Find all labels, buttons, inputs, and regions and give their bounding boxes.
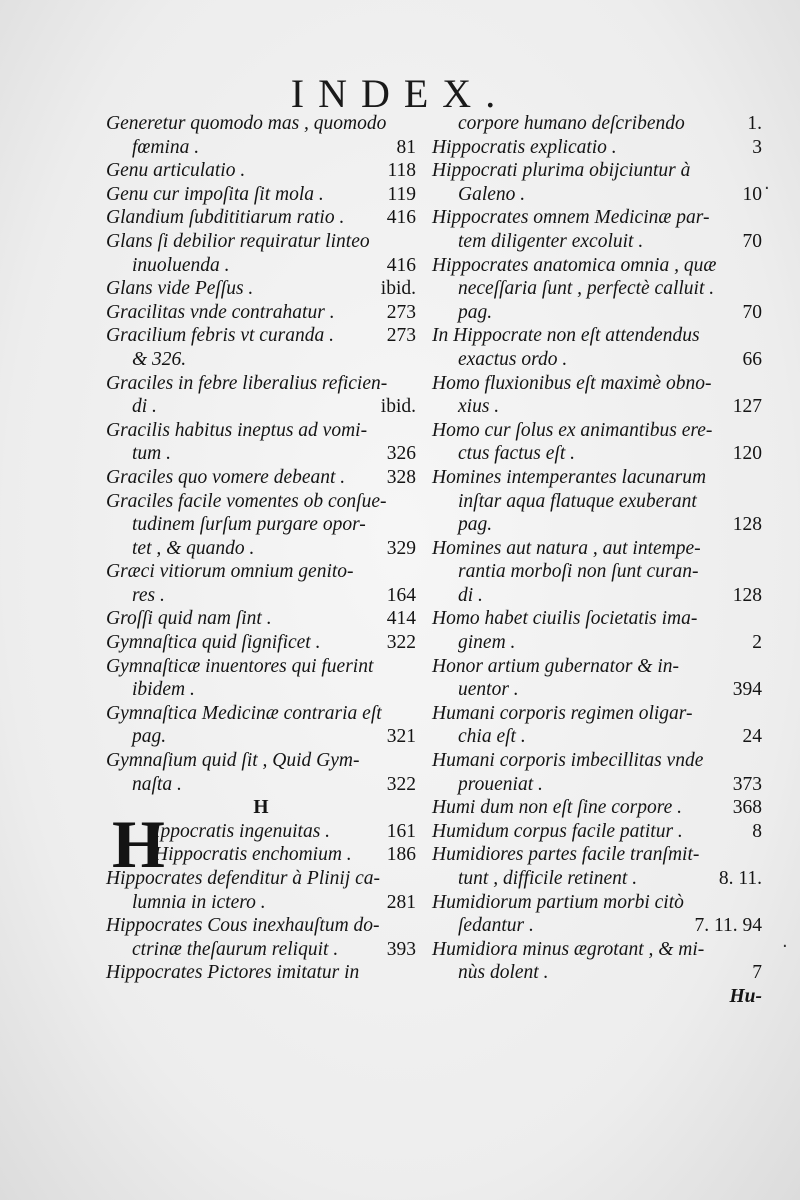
entry-page-number: 3 (752, 136, 762, 158)
entry-page-number: 119 (387, 183, 416, 205)
index-entry (432, 183, 762, 207)
index-entry (106, 206, 416, 230)
index-entry (432, 820, 762, 844)
index-entry (432, 372, 762, 396)
entry-text: Honor artium gubernator & in- (432, 655, 680, 677)
index-entry (432, 607, 762, 631)
entry-text: Humidum corpus facile patitur . (432, 820, 683, 842)
index-entry (432, 655, 762, 679)
entry-text: Humidiora minus ægrotant , & mi- (432, 938, 705, 960)
entry-text: Glans ſi debilior requiratur linteo (106, 230, 370, 252)
index-entry (432, 301, 762, 325)
entry-text: Humani corporis imbecillitas vnde (432, 750, 704, 772)
entry-text: Graciles in febre liberalius reficien- (106, 372, 388, 394)
index-entry (106, 183, 416, 207)
entry-page-number: ibid. (380, 278, 416, 300)
entry-text: Hippocratis enchomium . (154, 844, 352, 866)
index-entry (432, 631, 762, 655)
entry-page-number: 416 (386, 207, 416, 229)
index-entry (432, 254, 762, 278)
entry-text: xius . (458, 396, 500, 418)
index-entry (106, 466, 416, 490)
entry-text: res . (132, 584, 165, 606)
index-entry (106, 631, 416, 655)
entry-text: Hippocrates Cous inexhauſtum do- (106, 915, 380, 937)
index-entry (106, 230, 416, 254)
entry-page-number: 120 (732, 443, 762, 465)
index-entry (432, 584, 762, 608)
index-entry (432, 773, 762, 797)
entry-text: Humani corporis regimen oligar- (432, 702, 693, 724)
index-entry (106, 584, 416, 608)
index-entry (432, 914, 762, 938)
index-entry (106, 914, 416, 938)
index-entry (106, 961, 416, 985)
entry-text: chia eſt . (458, 726, 526, 748)
entry-text: di . (458, 584, 483, 606)
index-entry (432, 395, 762, 419)
index-entry (432, 442, 762, 466)
margin-mark: · (782, 936, 788, 957)
index-entry (106, 490, 416, 514)
entry-text: Gymnaſtica Medicinæ contraria eſt (106, 702, 382, 724)
entry-text: rantia morboſi non ſunt curan- (458, 561, 699, 583)
index-entry (432, 159, 762, 183)
entry-text: proueniat . (458, 773, 543, 795)
entry-page-number: 24 (742, 726, 762, 748)
entry-text: Homo habet ciuilis ſocietatis ima- (432, 608, 698, 630)
index-entry (432, 419, 762, 443)
entry-page-number: ibid. (380, 396, 416, 418)
entry-text: Groſſi quid nam ſint . (106, 608, 272, 630)
margin-mark: · (764, 178, 770, 199)
index-entry (432, 843, 762, 867)
entry-text: fœmina . (132, 136, 200, 158)
entry-page-number: 118 (387, 160, 416, 182)
entry-page-number: 7 (752, 962, 762, 984)
index-entry (106, 938, 416, 962)
index-entry (106, 773, 416, 797)
index-entry (432, 678, 762, 702)
entry-page-number: 394 (732, 679, 762, 701)
entry-text: tum . (132, 443, 171, 465)
entry-text: Hippocratis explicatio . (432, 136, 617, 158)
index-entry (106, 254, 416, 278)
index-entry (106, 419, 416, 443)
entry-text: Gymnaſium quid ſit , Quid Gym- (106, 750, 360, 772)
entry-page-number: 81 (396, 136, 416, 158)
entry-page-number: 128 (732, 514, 762, 536)
entry-text: tunt , difficile retinent . (458, 868, 638, 889)
entry-text: Hippocrates defenditur à Plinij ca- (106, 868, 381, 889)
index-entry (106, 159, 416, 183)
entry-text: Hippocrati plurima obijciuntur à (432, 160, 691, 182)
entry-text: di . (132, 396, 157, 418)
entry-text: Hippocrates anatomica omnia , quæ (432, 254, 717, 276)
index-entry (432, 324, 762, 348)
index-entry (432, 206, 762, 230)
entry-page-number: 281 (386, 891, 416, 913)
entry-text: Humidiorum partium morbi citò (432, 891, 684, 913)
index-entry (432, 796, 762, 820)
entry-text: ſedantur . (458, 915, 534, 937)
entry-text: In Hippocrate non eſt attendendus (432, 325, 700, 347)
entry-text: Graciles quo vomere debeant . (106, 466, 346, 488)
entry-text: uentor . (458, 679, 519, 701)
entry-text: Humi dum non eſt ſine corpore . (432, 797, 683, 819)
entry-text: Glandium ſubdititiarum ratio . (106, 207, 345, 229)
entry-page-number: 328 (386, 466, 416, 488)
entry-page-number: 186 (386, 844, 416, 866)
entry-text: corpore humano deſcribendo (458, 113, 685, 134)
entry-text: Glans vide Peſſus . (106, 278, 254, 300)
entry-text: Gymnaſtica quid ſignificet . (106, 632, 321, 654)
entry-page-number: 329 (386, 537, 416, 559)
entry-text: pag. (132, 726, 167, 748)
index-entry (106, 749, 416, 773)
entry-text: ctrinæ theſaurum reliquit . (132, 938, 339, 960)
entry-text: ginem . (458, 632, 516, 654)
index-entry (106, 277, 416, 301)
catchword-line (432, 985, 762, 1009)
entry-page-number: 322 (386, 773, 416, 795)
index-entry (106, 655, 416, 679)
index-entry (432, 938, 762, 962)
entry-page-number: 127 (732, 396, 762, 418)
entry-page-number: 70 (742, 230, 762, 252)
entry-text: Genu articulatio . (106, 160, 246, 182)
index-entry (106, 725, 416, 749)
entry-text: Gracilitas vnde contrahatur . (106, 301, 335, 323)
index-entry (106, 867, 416, 891)
entry-text: Genu cur impoſita ſit mola . (106, 183, 324, 205)
index-entry (106, 301, 416, 325)
entry-text: Hippocrates omnem Medicinæ par- (432, 207, 710, 229)
entry-page-number: 321 (386, 726, 416, 748)
entry-text: Gracilium febris vt curanda . (106, 325, 335, 347)
entry-text: Homo cur ſolus ex animantibus ere- (432, 419, 713, 441)
index-entry (106, 112, 416, 136)
entry-page-number: 161 (386, 820, 416, 842)
left-column (106, 112, 416, 985)
entry-page-number: 273 (386, 301, 416, 323)
index-entry (432, 136, 762, 160)
entry-text: Hippocrates Pictores imitatur in (106, 962, 360, 984)
index-entry (106, 136, 416, 160)
entry-text: Græci vitiorum omnium genito- (106, 561, 354, 583)
entry-page-number: 2 (752, 632, 762, 654)
index-entry (106, 372, 416, 396)
index-entry (432, 230, 762, 254)
entry-text: & 326. (132, 348, 187, 370)
dropcap-letter: H (112, 805, 165, 882)
entry-page-number: 164 (386, 584, 416, 606)
index-entry (432, 112, 762, 136)
right-column (432, 112, 762, 1009)
index-entry (106, 348, 416, 372)
index-entry (106, 891, 416, 915)
index-entry (432, 537, 762, 561)
entry-page-number: 416 (386, 254, 416, 276)
entry-page-number: 273 (386, 325, 416, 347)
entry-text: exactus ordo . (458, 348, 568, 370)
index-entry (154, 843, 416, 867)
index-entry (432, 490, 762, 514)
entry-page-number: 326 (386, 443, 416, 465)
entry-page-number: 368 (732, 797, 762, 819)
entry-text: Galeno . (458, 183, 526, 205)
entry-text: Humidiores partes facile tranſmit- (432, 844, 700, 866)
index-entry (106, 702, 416, 726)
entry-text: naſta . (132, 773, 182, 795)
entry-page-number: 128 (732, 584, 762, 606)
entry-page-number: 322 (386, 632, 416, 654)
entry-text: pag. (458, 301, 493, 323)
entry-page-number: 8 (752, 820, 762, 842)
entry-text: Homo fluxionibus eſt maximè obno- (432, 372, 712, 394)
index-entry (432, 466, 762, 490)
entry-page-number: 8. 11. (718, 868, 762, 889)
entry-page-number: 393 (386, 938, 416, 960)
entry-page-number: 7. 11. 94 (694, 915, 762, 937)
index-entry (432, 891, 762, 915)
section-letter: H (253, 797, 269, 819)
index-entry (432, 348, 762, 372)
index-entry (106, 442, 416, 466)
index-entry (106, 560, 416, 584)
page-header: INDEX. (290, 71, 510, 116)
entry-text: tet , & quando . (132, 537, 255, 559)
index-entry (432, 277, 762, 301)
entry-text: ibidem . (132, 679, 195, 701)
entry-text: Homines aut natura , aut intempe- (432, 537, 701, 559)
entry-text: neceſſaria ſunt , perfectè calluit . (458, 278, 715, 300)
entry-text: nùs dolent . (458, 962, 549, 984)
entry-text: Graciles facile vomentes ob conſue- (106, 490, 387, 512)
index-entry (432, 725, 762, 749)
entry-page-number: 66 (742, 348, 762, 370)
entry-text: tem diligenter excoluit . (458, 230, 644, 252)
index-entry (432, 513, 762, 537)
entry-page-number: 70 (742, 301, 762, 323)
entry-text: inuoluenda . (132, 254, 230, 276)
entry-text: Gymnaſticæ inuentores qui fuerint (106, 655, 374, 677)
entry-page-number: 373 (732, 773, 762, 795)
entry-text: Gracilis habitus ineptus ad vomi- (106, 419, 368, 441)
entry-text: lumnia in ictero . (132, 891, 266, 913)
index-entry (106, 537, 416, 561)
entry-page-number: 10 (742, 183, 762, 205)
index-entry (154, 820, 416, 844)
index-entry (432, 749, 762, 773)
entry-text: inſtar aqua flatuque exuberant (458, 490, 697, 512)
index-entry (432, 961, 762, 985)
entry-text: Homines intemperantes lacunarum (432, 466, 707, 488)
entry-text: Ippocratis ingenuitas . (154, 820, 331, 842)
index-entry (106, 607, 416, 631)
entry-text: pag. (458, 514, 493, 536)
entry-text: tudinem ſurſum purgare opor- (132, 514, 366, 536)
index-entry (106, 678, 416, 702)
index-entry (106, 324, 416, 348)
index-entry (432, 867, 762, 891)
index-entry (106, 395, 416, 419)
index-entry (432, 702, 762, 726)
entry-page-number: 414 (386, 608, 416, 630)
entry-page-number: 1. (747, 113, 762, 134)
index-entry (106, 513, 416, 537)
catchword: Hu- (729, 985, 762, 1007)
index-entry (432, 560, 762, 584)
entry-text: Generetur quomodo mas , quomodo (106, 113, 387, 134)
entry-text: ctus factus eſt . (458, 443, 575, 465)
